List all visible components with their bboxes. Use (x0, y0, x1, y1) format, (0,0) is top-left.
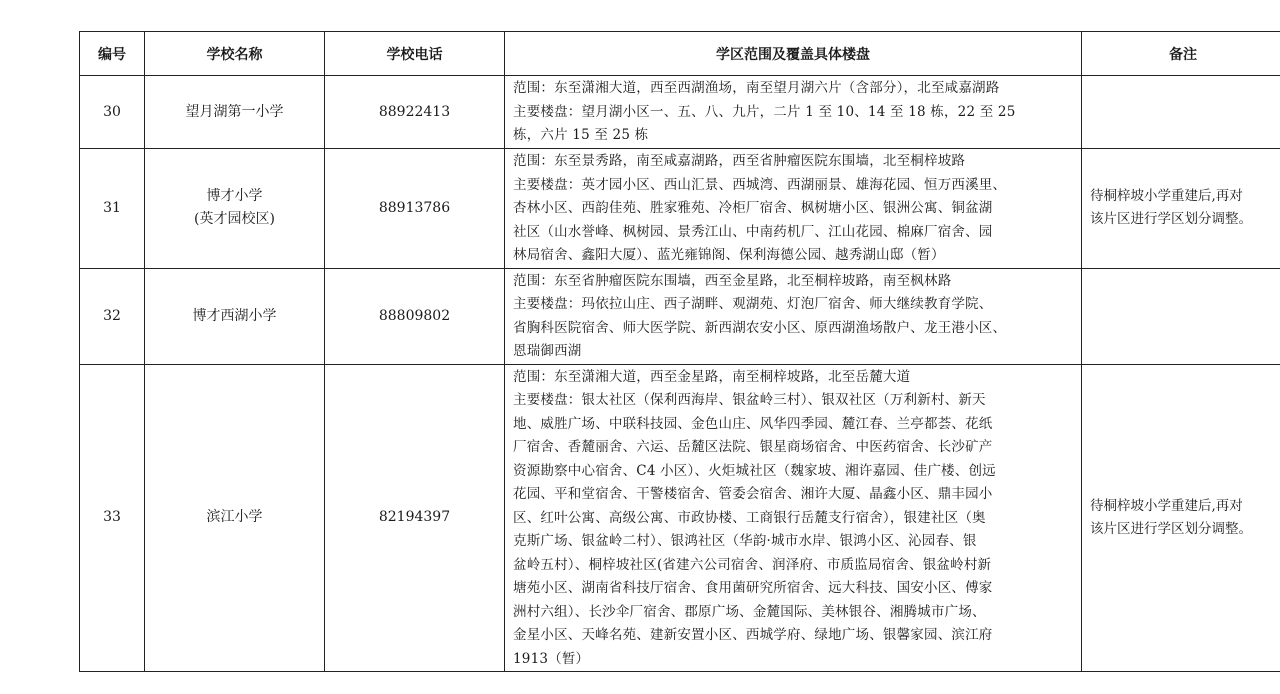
scope-line: 杏林小区、西韵佳苑、胜家雅苑、冷柜厂宿舍、枫树塘小区、银洲公寓、铜盆湖 (513, 200, 993, 216)
scope-line: 省胸科医院宿舍、师大医学院、新西湖农安小区、原西湖渔场散户、龙王港小区、 (513, 319, 1007, 336)
scope-line: 盆岭五村）、桐梓坡社区(省建六公司宿舍、润泽府、市质监局宿舍、银盆岭村新 (513, 556, 992, 573)
scope-line: 范围：东至潇湘大道，西至金星路，南至桐梓坡路，北至岳麓大道 (513, 368, 911, 385)
table-row (80, 268, 1280, 364)
col-header-num: 编号 (80, 32, 145, 76)
scope-line: 范围：东至潇湘大道，西至西湖渔场，南至望月湖六片（含部分），北至咸嘉湖路 (513, 80, 1000, 96)
col-header-note: 备注 (1082, 32, 1280, 76)
cell-num: 32 (80, 268, 145, 364)
cell-school-name (145, 76, 325, 149)
scope-line: 主要楼盘：银太社区（保利西海岸、银盆岭三村）、银双社区（万利新村、新天 (513, 392, 986, 408)
note-line: 待桐梓坡小学重建后,再对 (1090, 497, 1243, 514)
scope-line: 主要楼盘：玛依拉山庄、西子湖畔、观湖苑、灯泡厂宿舍、师大继续教育学院、 (513, 296, 993, 312)
cell-scope (505, 149, 1082, 269)
cell-phone: 88913786 (325, 149, 505, 269)
cell-phone: 82194397 (325, 364, 505, 672)
scope-line: 范围：东至省肿瘤医院东围墙，西至金星路，北至桐梓坡路，南至枫林路 (513, 272, 952, 289)
note-line: 该片区进行学区划分调整。 (1090, 520, 1252, 537)
col-header-scope: 学区范围及覆盖具体楼盘 (505, 32, 1082, 76)
scope-line: 资源勘察中心宿舍、C4 小区）、火炬城社区（魏家坡、湘许嘉园、佳广楼、创远 (513, 462, 996, 479)
table-row (80, 364, 1280, 672)
cell-num: 33 (80, 364, 145, 672)
scope-line: 洲村六组）、长沙伞厂宿舍、郡原广场、金麓国际、美林银谷、湘腾城市广场、 (513, 603, 986, 620)
col-header-name: 学校名称 (145, 32, 325, 76)
scope-line: 厂宿舍、香麓丽舍、六运、岳麓区法院、银星商场宿舍、中医药宿舍、长沙矿产 (513, 439, 993, 455)
scope-line: 塘苑小区、湖南省科技厅宿舍、食用菌研究所宿舍、远大科技、国安小区、傅家 (513, 580, 993, 596)
school-name-line: 滨江小学 (206, 509, 263, 526)
cell-scope (505, 268, 1082, 364)
cell-note (1082, 268, 1280, 364)
cell-school-name (145, 149, 325, 269)
scope-line: 社区（山水誉峰、枫树园、景秀江山、中南药机厂、江山花园、棉麻厂宿舍、园 (513, 223, 993, 240)
scope-line: 范围：东至景秀路，南至咸嘉湖路，西至省肿瘤医院东围墙，北至桐梓坡路 (513, 153, 966, 169)
table-row (80, 149, 1280, 269)
cell-note (1082, 149, 1280, 269)
cell-phone: 88809802 (325, 268, 505, 364)
note-line: 该片区进行学区划分调整。 (1090, 211, 1252, 228)
table-row (80, 76, 1280, 149)
scope-line: 区、红叶公寓、高级公寓、市政协楼、工商银行岳麓支行宿舍），银建社区（奥 (513, 509, 986, 526)
cell-scope (505, 76, 1082, 149)
scope-line: 主要楼盘：望月湖小区一、五、八、九片，二片 1 至 10、14 至 18 栋，22 至 25 (513, 103, 1016, 120)
school-name-line: (英才园校区) (194, 211, 275, 228)
cell-phone: 88922413 (325, 76, 505, 149)
school-name-line: 望月湖第一小学 (185, 103, 284, 120)
cell-school-name (145, 268, 325, 364)
scope-line: 恩瑞御西湖 (513, 343, 582, 359)
cell-note (1082, 364, 1280, 672)
scope-line: 克斯广场、银盆岭二村）、银鸿社区（华韵·城市水岸、银鸿小区、沁园春、银 (513, 533, 977, 549)
cell-num: 31 (80, 149, 145, 269)
note-line: 待桐梓坡小学重建后,再对 (1090, 188, 1243, 205)
cell-num: 30 (80, 76, 145, 149)
cell-school-name (145, 364, 325, 672)
scope-line: 金星小区、天峰名苑、建新安置小区、西城学府、绿地广场、银馨家园、滨江府 (513, 627, 993, 643)
col-header-phone: 学校电话 (325, 32, 505, 76)
scope-line: 地、威胜广场、中联科技园、金色山庄、风华四季园、麓江春、兰亭都荟、花纸 (513, 415, 993, 432)
scope-line: 花园、平和堂宿舍、干警楼宿舍、管委会宿舍、湘许大厦、晶鑫小区、鼎丰园小 (513, 486, 993, 502)
cell-note (1082, 76, 1280, 149)
scope-line: 林局宿舍、鑫阳大厦）、蓝光雍锦阁、保利海德公园、越秀湖山邸（暂） (513, 247, 945, 263)
scope-line: 1913（暂） (513, 650, 590, 667)
table-header-row (80, 32, 1280, 76)
cell-scope (505, 364, 1082, 672)
school-name-line: 博才小学 (206, 188, 263, 205)
school-name-line: 博才西湖小学 (192, 307, 277, 324)
scope-line: 主要楼盘：英才园小区、西山汇景、西城湾、西湖丽景、雄海花园、恒万西溪里、 (513, 176, 1007, 193)
scope-line: 栋，六片 15 至 25 栋 (513, 127, 649, 143)
school-district-table (79, 31, 1280, 672)
